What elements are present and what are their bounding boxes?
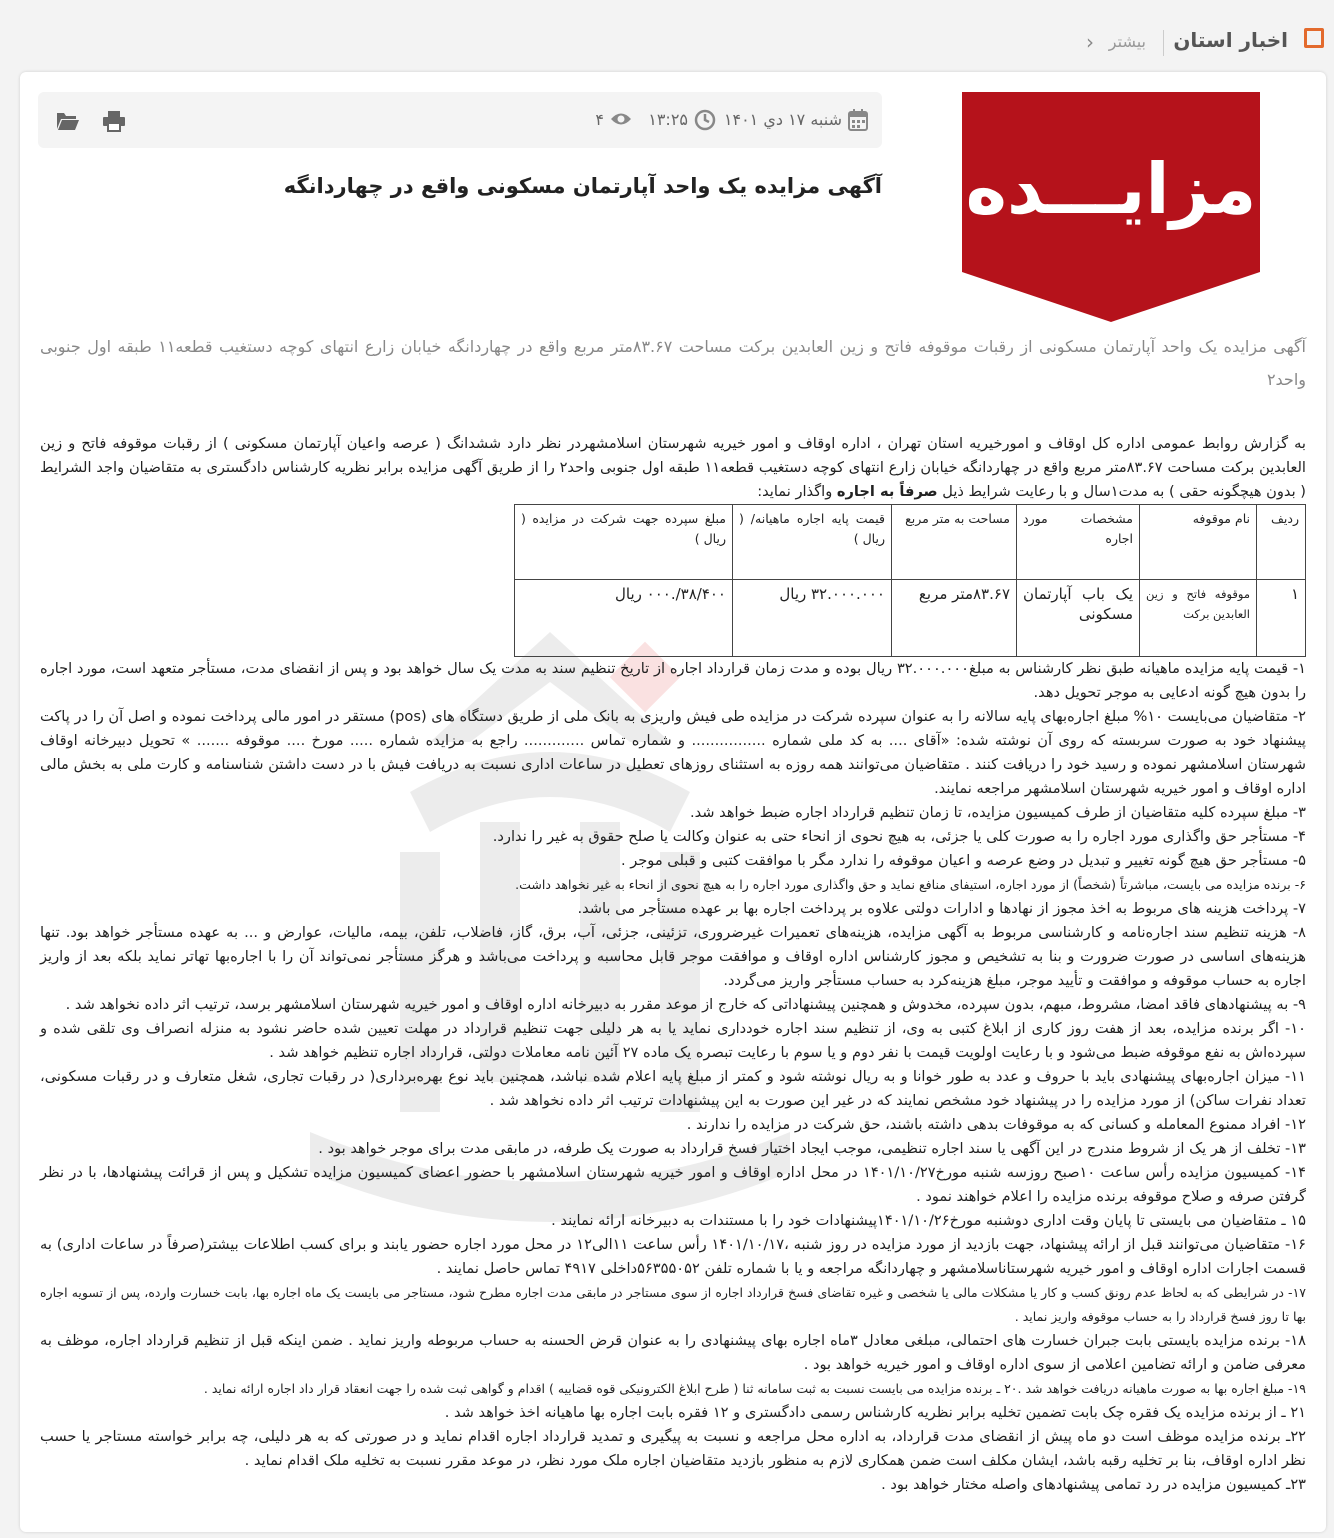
table-cell: ۸۳.۶۷متر مربع bbox=[892, 580, 1017, 657]
clause: ۱۴- کمیسیون مزایده رأس ساعت ۱۰صبح روزسه شنبه مورخ۱۴۰۱/۱۰/۲۷ در محل اداره اوقاف و امور خیریه شهرستان اسلامشهر با حضور اعضای کمیسیون مزایده تشکیل و پس از قرائت پیشنهادها، با در نظر گرفتن صرفه و صلاح موقوفه برنده مزایده را اعلام خواهند نمود . bbox=[40, 1164, 1306, 1205]
chevron-left-icon[interactable]: ‹ bbox=[1086, 30, 1094, 54]
clause: ۱۸- برنده مزایده بایستی بابت جبران خسارت های احتمالی، مبلغی معادل ۳ماه اجاره بهای پیشنهادی را به عنوان قرض الحسنه به حساب مربوطه واریز نماید . ضمن اینکه قبل از تنظیم قرارداد اجاره، موظف به معرفی ضامن و ارائه تضامین اعلامی از سوی اداره اوقاف و امور خیریه خواهد بود . bbox=[40, 1332, 1307, 1373]
table-header-cell: مساحت به متر مربع bbox=[892, 505, 1017, 580]
table-header-cell: مشخصات مورد اجاره bbox=[1017, 505, 1140, 580]
more-link[interactable]: بیشتر bbox=[1108, 32, 1146, 51]
auction-table bbox=[514, 504, 1306, 657]
article-meta-bar bbox=[38, 92, 882, 148]
clause: ۱۱- میزان اجاره‌بهای پیشنهادی باید با حروف و عدد به طور خوانا و به ریال نوشته شود و کمتر از مبلغ پایه اعلام شده نباشد، همچنین باید نوع بهره‌برداری( در رقبات تجاری، شغل متعارف و در رقبات مسکونی، تعداد نفرات ساکن) از مورد مزایده را در پیشنهاد خود مشخص نمایند که در غیر این صورت به این پیشنهادات ترتیب اثر داده نخواهد شد . bbox=[40, 1068, 1306, 1109]
auction-banner-image bbox=[962, 92, 1260, 322]
table-header-cell: قیمت پایه اجاره ماهیانه/ ( ریال ) bbox=[733, 505, 892, 580]
clause: ۷- پرداخت هزینه های مربوط به اخذ مجوز از نهادها و ادارات دولتی علاوه بر پرداخت اجاره بها بر عهده مستأجر می باشد. bbox=[577, 900, 1306, 917]
clause: ۵- مستأجر حق هیچ گونه تغییر و تبدیل در وضع عرصه و اعیان موقوفه را ندارد مگر با موافقت کتبی و قبلی موجر . bbox=[620, 852, 1306, 869]
eye-icon bbox=[610, 111, 632, 127]
clause: ۶- برنده مزایده می بایست، مباشرتاً (شخصاً) از مورد اجاره، استیفای منافع نماید و حق واگذاری مورد اجاره را به هیچ نحوی از انحاء به غیر نخواهد داشت. bbox=[515, 877, 1306, 892]
table-header-cell: مبلغ سپرده جهت شرکت در مزایده ( ریال ) bbox=[515, 505, 733, 580]
clause: ۹- به پیشنهادهای فاقد امضا، مشروط، مبهم، بدون سپرده، مخدوش و همچنین پیشنهاداتی که خارج از موعد مقرر به دبیرخانه اداره اوقاف و امور خیریه شهرستان اسلامشهر برسد، ترتیب اثر داده نخواهد شد . bbox=[65, 996, 1306, 1013]
article-body bbox=[40, 432, 1306, 1497]
calendar-icon bbox=[848, 109, 868, 131]
table-cell: ۱ bbox=[1257, 580, 1306, 657]
folder-open-icon[interactable] bbox=[56, 111, 80, 131]
article-lead: آگهی مزایده یک واحد آپارتمان مسکونی از رقبات موقوفه فاتح و زین العابدین برکت مساحت ۸۳.۶۷متر مربع واقع در چهاردانگه خیابان زارع انتهای کوچه دستغیب قطعه۱۱ طبقه اول جنوبی واحد۲ bbox=[40, 337, 1306, 389]
clause: ۸- هزینه تنظیم سند اجاره‌نامه و کارشناسی مربوط به آگهی مزایده، هزینه‌های تعمیرات غیرضروری، تزئینی، جزئی، آب، برق، گاز، فاضلاب، تلفن، بیمه، مالیات، عوارض و ... به عهده مستأجر خواهد بود. تنها هزینه‌های اساسی در صورت ضرورت و بنا به تشخیص و مجوز کارشناس اداره اوقاف و موافقت موجر قابل محاسبه و پرداخت می‌باشد و هرگز مستأجر نمی‌تواند آن را با اجاره‌بها تهاتر نماید بلکه بعد از واریز اجاره به حساب موقوفه و موافقت و تأیید موجر، مبلغ هزینه‌کرد به حساب مستأجر واریز می‌گردد. bbox=[40, 924, 1306, 989]
table-cell: یک باب آپارتمان مسکونی bbox=[1017, 580, 1140, 657]
table-header-cell: نام موقوفه bbox=[1140, 505, 1257, 580]
intro-bold: صرفاً به اجاره bbox=[836, 483, 938, 500]
clause: ۱۵ ـ متقاضیان می بایستی تا پایان وقت اداری دوشنبه مورخ۱۴۰۱/۱۰/۲۶پیشنهادات خود را با مستندات به دبیرخانه ارائه نمایند . bbox=[551, 1212, 1306, 1229]
clause: ۱۳- تخلف از هر یک از شروط مندرج در این آگهی یا سند اجاره تنظیمی، موجب ایجاد اختیار فسخ قرارداد به صورت یک طرفه، در مابقی مدت برای موجر خواهد بود . bbox=[318, 1140, 1306, 1157]
section-square-icon bbox=[1304, 28, 1324, 48]
table-header-row bbox=[515, 505, 1306, 580]
clause: ۳- مبلغ سپرده کلیه متقاضیان از طرف کمیسیون مزایده، تا زمان تنظیم قرارداد اجاره ضبط خواهد شد. bbox=[690, 804, 1306, 821]
view-count: ۴ bbox=[595, 110, 604, 129]
clause: ۱۹- مبلغ اجاره بها به صورت ماهیانه دریافت خواهد شد .۲۰ ـ برنده مزایده می بایست نسبت به ثبت سامانه ثنا ( طرح ابلاغ الکترونیکی قوه قضاییه ) اقدام و گواهی ثبت شده را جهت انعقاد قرار داد اجاره ارائه نماید . bbox=[203, 1381, 1306, 1396]
article-title: آگهی مزایده یک واحد آپارتمان مسکونی واقع در چهاردانگه bbox=[283, 174, 882, 198]
clause: ۱- قیمت پایه مزایده ماهیانه طبق نظر کارشناس به مبلغ۳۲.۰۰۰.۰۰۰ ریال بوده و مدت زمان قرارداد اجاره از تاریخ تنظیم سند به مدت یک سال خواهد بود و پس از انقضای مدت، مستأجر متعهد است، مورد اجاره را بدون هیچ گونه ادعایی به موجر تحویل دهد. bbox=[40, 660, 1306, 701]
table-cell: موقوفه فاتح و زین العابدین برکت bbox=[1140, 580, 1257, 657]
clause: ۱۷- در شرایطی که به لحاظ عدم رونق کسب و کار یا مشکلات مالی یا شخصی و غیره تقاضای فسخ قرارداد اجاره از سوی مستاجر در مابقی مدت اجاره مطرح شود، مستاجر می بایست یک ماه اجاره بها، بابت خسارت وارده، پس از تسویه اجاره بها تا روز فسخ قرارداد را به حساب موقوفه واریز نماید . bbox=[40, 1285, 1306, 1324]
clause: ۲۲ـ برنده مزایده موظف است دو ماه پیش از انقضای مدت قرارداد، به اداره محل مراجعه و نسبت به پیگیری و تمدید قرارداد اجاره اقدام نماید و در صورتی که به هر دلیلی، چه برابر خواسته مستاجر یا حسب نظر اداره اوقاف، بنا بر تخلیه رقبه باشد، ایشان مکلف است ضمن همکاری لازم به منظور بازدید متقاضیان اجاره ملک مورد نظر، در موعد مقرر نسبت به تخلیه ملک اقدام نماید . bbox=[40, 1428, 1306, 1469]
table-row bbox=[515, 580, 1306, 657]
clock-icon bbox=[694, 109, 716, 131]
article-time: ۱۳:۲۵ bbox=[648, 110, 688, 129]
table-header-cell: ردیف bbox=[1257, 505, 1306, 580]
article-card bbox=[20, 72, 1326, 1532]
table-cell: ۳۸/۴۰۰/.۰۰۰ ریال bbox=[515, 580, 733, 657]
clause: ۱۶- متقاضیان می‌توانند قبل از ارائه پیشنهاد، جهت بازدید از مورد مزایده در روز شنبه ،۱۴۰۱/۱۰/۱۷ رأس ساعت ۱۱الی۱۲ در محل مورد اجاره حضور یابند و برای کسب اطلاعات بیشتر(صرفاً در ساعات اداری) به قسمت اجارات اداره اوقاف و امور خیریه شهرستاناسلامشهر و چهاردانگه مراجعه و یا با شماره تلفن ۵۶۳۵۵۰۵۲داخلی ۴۹۱۷ تماس حاصل نمایند . bbox=[40, 1236, 1306, 1277]
clause: ۱۲- افراد ممنوع المعامله و کسانی که به موقوفات بدهی داشته باشند، حق شرکت در مزایده را ندارند . bbox=[686, 1116, 1306, 1133]
banner-text: مزایـــده bbox=[965, 148, 1257, 230]
clause: ۲- متقاضیان می‌بایست ۱۰% مبلغ اجاره‌بهای پایه سالانه را به عنوان سپرده شرکت در مزایده طی فیش واریزی به بانک ملی از طریق دستگاه های (pos) مستقر در امور مالی پرداخت نموده و اصل آن را در پاکت پیشنهاد خود به صورت سربسته که روی آن نوشته شده: «آقای .... به کد ملی شماره ................ و شماره تماس ............. راجع به مزایده شماره ..... مورخ .... موقوفه ....... » تحویل دبیرخانه اوقاف شهرستان اسلامشهر نموده و رسید خود را دریافت کنند . متقاضیان می‌توانند همه روزه به استثنای روزهای تعطیل در ساعات اداری نسبت به دریافت فیش با در دست داشتن شناسنامه و کارت ملی به بخش مالی اداره اوقاف و امور خیریه شهرستان اسلامشهر مراجعه نمایند. bbox=[40, 708, 1307, 797]
section-title: اخبار استان bbox=[1173, 28, 1288, 52]
article-intro: به گزارش روابط عمومی اداره کل اوقاف و امورخیریه استان تهران ، اداره اوقاف و امور خیریه شهرستان اسلامشهردر نظر دارد ششدانگ ( عرصه واعیان آپارتمان مسکونی ) از رقبات موقوفه فاتح و زین العابدین برکت مساحت ۸۳.۶۷متر مربع واقع در چهاردانگه خیابان زارع انتهای کوچه دستغیب قطعه۱۱ طبقه اول جنوبی واحد۲ را از طریق آگهی مزایده برابر نظریه کارشناس دادگستری به متقاضیان واجد الشرایط ( بدون هیچگونه حقی ) به مدت۱سال و با رعایت شرایط ذیل صرفاً به اجاره واگذار نماید: bbox=[40, 435, 1306, 500]
article-date: شنبه ۱۷ دي ۱۴۰۱ bbox=[723, 110, 842, 129]
table-cell: ۳۲.۰۰۰.۰۰۰ ریال bbox=[733, 580, 892, 657]
clause: ۲۳ـ کمیسیون مزایده در رد تمامی پیشنهادهای واصله مختار خواهد بود . bbox=[881, 1476, 1306, 1493]
section-divider bbox=[1163, 30, 1164, 56]
clause: ۱۰- اگر برنده مزایده، بعد از هفت روز کاری از ابلاغ کتبی به وی، از تنظیم سند اجاره خودداری نماید یا به هر دلیلی جهت تنظیم قرارداد در مهلت تعیین شده حاضر نشود به منزله انصراف وی تلقی شده و سپرده‌اش به نفع موقوفه ضبط می‌شود و با رعایت اولویت قیمت با نفر دوم و یا سوم با رعایت تبصره یک ماده ۲۷ آئین نامه معاملات دولتی، قرارداد اجاره تنظیم خواهد شد . bbox=[40, 1020, 1306, 1061]
clause: ۴- مستأجر حق واگذاری مورد اجاره را به صورت کلی یا جزئی، به هیچ نحوی از انحاء حتی به عنوان وکالت یا صلح حقوق به غیر را ندارد. bbox=[492, 828, 1306, 845]
clause: ۲۱ ـ از برنده مزایده یک فقره چک بابت تضمین تخلیه برابر نظریه کارشناس رسمی دادگستری و ۱۲ فقره بابت اجاره بها ماهیانه اخذ خواهد شد . bbox=[444, 1404, 1306, 1421]
print-icon[interactable] bbox=[102, 110, 126, 132]
